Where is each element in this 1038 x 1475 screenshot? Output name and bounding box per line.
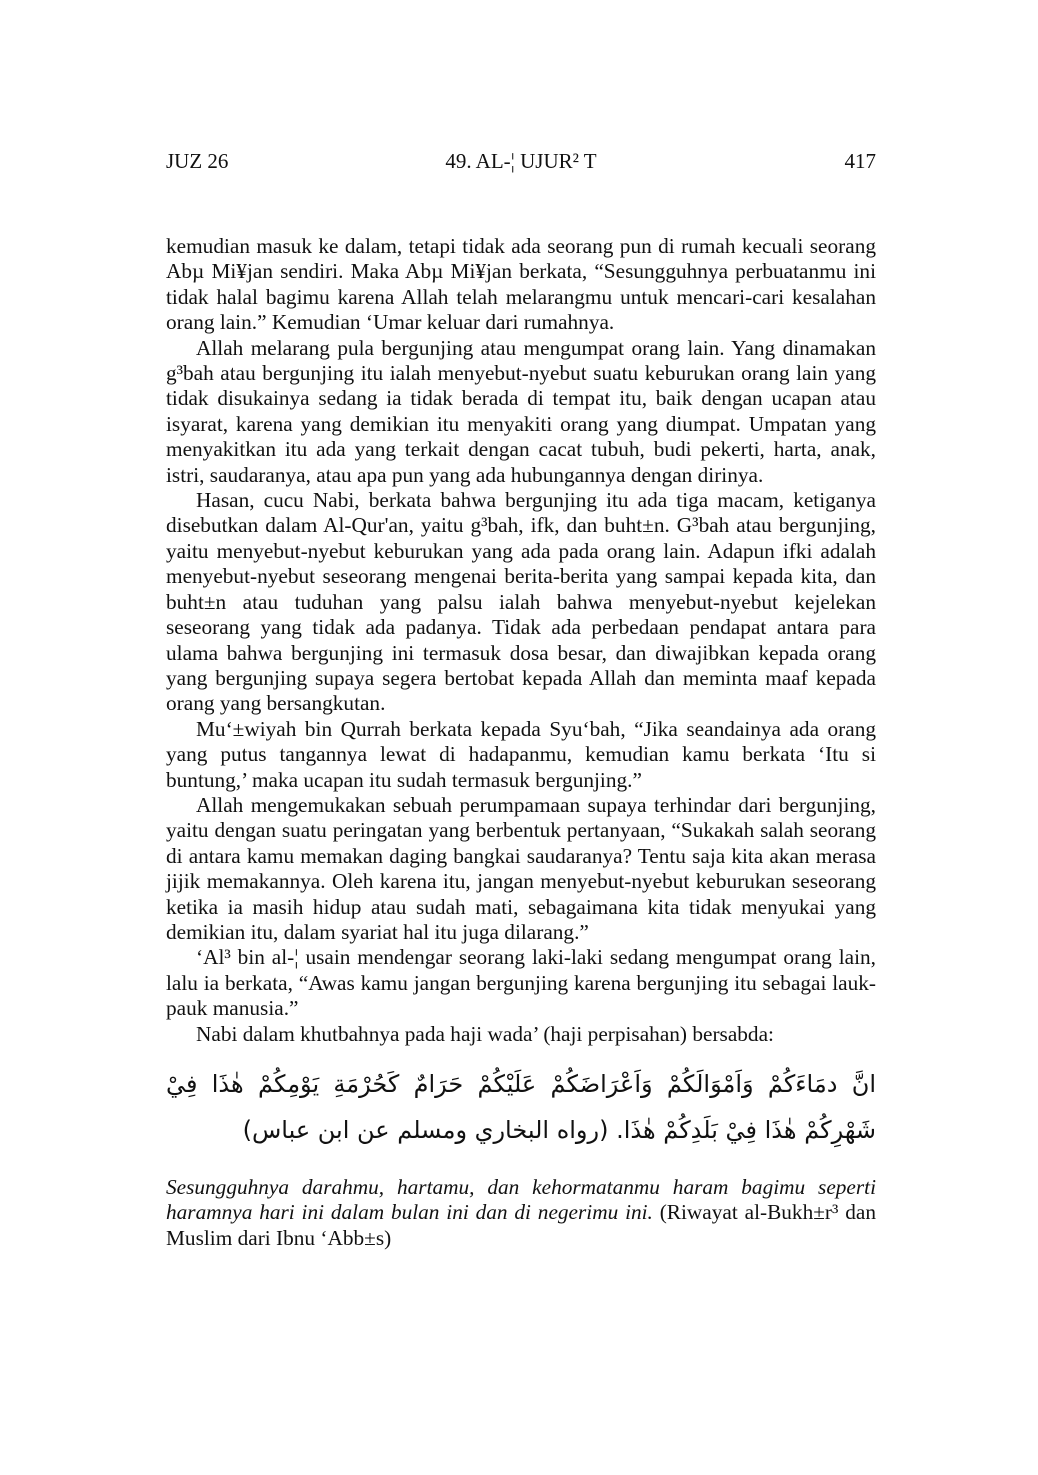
page-number: 417	[844, 149, 876, 173]
paragraph: Allah melarang pula bergunjing atau mengumpat orang lain. Yang dinamakan g³bah atau bergunjing itu ialah menyebut-nyebut suatu keburukan orang lain yang tidak disukainya sedang ia tidak berada di tempat itu, baik dengan ucapan atau isyarat, karena yang demikian itu menyakiti orang yang diumpat. Umpatan yang menyakitkan itu ada yang terkait dengan cacat tubuh, budi pekerti, harta, anak, istri, saudaranya, atau apa pun yang ada hubungannya dengan dirinya.	[166, 335, 876, 487]
paragraph: Allah mengemukakan sebuah perumpamaan supaya terhindar dari bergunjing, yaitu dengan suatu peringatan yang berbentuk pertanyaan, “Sukakah salah seorang di antara kamu memakan daging bangkai saudaranya? Tentu saja kita akan merasa jijik memakannya. Oleh karena itu, jangan menyebut-nyebut keburukan seseorang ketika ia masih hidup atau sudah mati, sebagaimana kita tidak menyukai yang demikian itu, dalam syariat hal itu juga dilarang.”	[166, 792, 876, 944]
page-body	[166, 234, 876, 1251]
paragraph: ‘Al³ bin al-¦ usain mendengar seorang laki-laki sedang mengumpat orang lain, lalu ia berkata, “Awas kamu jangan bergunjing karena bergunjing itu sebagai lauk-pauk manusia.”	[166, 945, 876, 1021]
paragraph: kemudian masuk ke dalam, tetapi tidak ada seorang pun di rumah kecuali seorang Abµ Mi¥jan sendiri. Maka Abµ Mi¥jan berkata, “Sesungguhnya perbuatanmu ini tidak halal bagimu karena Allah telah melarangmu untuk mencari-cari kesalahan orang lain.” Kemudian ‘Umar keluar dari rumahnya.	[166, 234, 876, 335]
translation-italic: Sesungguhnya darahmu, hartamu, dan kehormatanmu haram bagimu seperti haramnya hari ini dalam bulan ini dan di negerimu ini.	[166, 1175, 876, 1225]
juz-label: JUZ 26	[166, 149, 229, 173]
surah-title: 49. AL-¦ UJUR² T	[445, 149, 597, 173]
paragraph: Hasan, cucu Nabi, berkata bahwa bergunjing itu ada tiga macam, ketiganya disebutkan dalam Al-Qur'an, yaitu g³bah, ifk, dan buht±n. G³bah atau bergunjing, yaitu menyebut-nyebut keburukan yang ada pada orang lain. Adapun ifki adalah menyebut-nyebut seseorang mengenai berita-berita yang sampai kepada kita, dan buht±n atau tuduhan yang palsu ialah bahwa menyebut-nyebut kejelekan seseorang yang tidak ada padanya. Tidak ada perbedaan pendapat antara para ulama bahwa bergunjing ini termasuk dosa besar, dan diwajibkan kepada orang yang bergunjing supaya segera bertobat kepada Allah dan meminta maaf kepada orang yang bersangkutan.	[166, 488, 876, 716]
hadith-translation	[166, 1175, 876, 1251]
paragraph: Nabi dalam khutbahnya pada haji wada’ (haji perpisahan) bersabda:	[196, 1021, 774, 1046]
page-header	[166, 146, 876, 176]
paragraph: Mu‘±wiyah bin Qurrah berkata kepada Syu‘bah, “Jika seandainya ada orang yang putus tangannya lewat di hadapanmu, kemudian kamu berkata ‘Itu si buntung,’ maka ucapan itu sudah termasuk bergunjing.”	[166, 716, 876, 792]
hadith-source: (Riwayat al-Bukh±r³ dan Muslim dari Ibnu ‘Abb±s)	[166, 1200, 876, 1250]
arabic-hadith: انَّ دمَاءَكُمْ وَاَمْوَالَكُمْ وَاَعْرَاضَكُمْ عَلَيْكُمْ حَرَامٌ كَحُرْمَةِ يَوْمِكُمْ هٰذَا فِيْ شَهْرِكُمْ هٰذَا فِيْ بَلَدِكُمْ هٰذَا. (رواه البخاري ومسلم عن ابن عباس)	[166, 1070, 876, 1144]
